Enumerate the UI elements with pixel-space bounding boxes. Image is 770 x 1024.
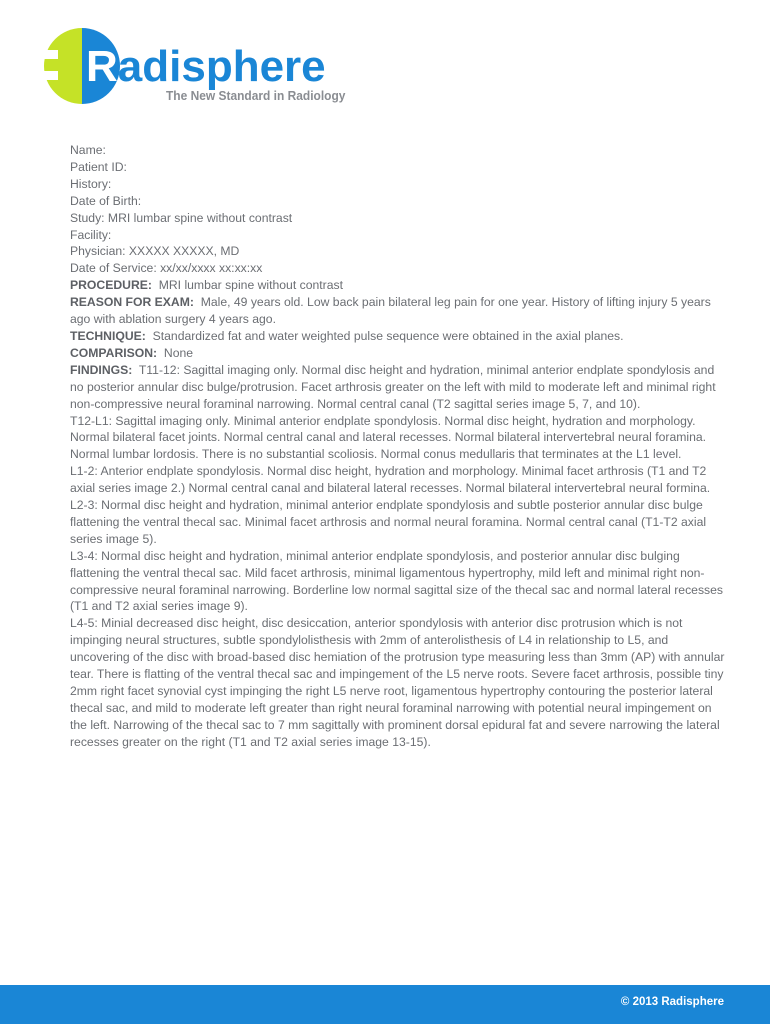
reason-label: REASON FOR EXAM: [70,295,194,310]
field-study: Study: MRI lumbar spine without contrast [70,210,293,225]
logo-word-rest: adisphere [117,42,326,91]
patient-header [70,142,726,277]
footer-bar [0,985,770,1024]
finding-l3-4: L3-4: Normal disc height and hydration, minimal anterior endplate spondylosis, and posterior annular disc bulging flattening the ventral thecal sac. Mild facet arthrosis, minimal ligamentous hypertrophy, mild left and minimal right non-compressive neural foraminal narrowing. Borderline low normal sagittal size of the thecal sac and normal lateral recesses (T1 and T2 axial series image 9). [70,548,724,614]
report-body [70,142,726,751]
comparison-text: None [163,345,194,360]
findings-section [70,362,726,413]
field-history: History: [70,176,112,191]
field-date-of-service: Date of Service: xx/xx/xxxx xx:xx:xx [70,261,263,276]
field-facility: Facility: [70,227,112,242]
logo-wordmark [86,42,326,92]
comparison-label: COMPARISON: [70,345,158,360]
finding-l2-3: L2-3: Normal disc height and hydration, minimal anterior endplate spondylosis and subtle posterior annular disc bulge flattening the ventral thecal sac. Minimal facet arthrosis and normal neural foramina. Normal central canal (T1-T2 axial series image 5). [70,498,707,546]
finding-t12-l1: T12-L1: Sagittal imaging only. Minimal anterior endplate spondylosis. Normal disc height, hydration and morphology. Normal bilateral facet joints. Normal central canal and lateral recesses. Normal bilateral intervertebral neural foramina. [70,413,707,445]
reason-section [70,294,726,328]
technique-label: TECHNIQUE: [70,328,146,343]
logo-tagline: The New Standard in Radiology [166,88,346,103]
field-name: Name: [70,143,106,157]
finding-l4-5: L4-5: Minial decreased disc height, disc desiccation, anterior spondylosis with anterior disc protrusion which is not impinging neural structures, subtle spondylolisthesis with 2mm of anterolisthesis of L4 in relationship to L5, and uncovering of the disc with broad-based disc hemiation of the protrusion type measuring less than 3mm (AP) with annular tear. There is flatting of the ventral thecal sac and impingement of the L5 nerve roots. Severe facet arthrosis, possible tiny 2mm right facet synovial cyst impinging the right L5 nerve root, ligamentous hypertrophy contouring the posterior lateral thecal sac, and mild to moderate left greater than right neural foraminal narrowing with potential neural impingement on the left. Narrowing of the thecal sac to 7 mm sagittally with prominent dorsal epidural fat and severe narrowing the lateral recesses greater on the right (T1 and T2 axial series image 13-15). [70,616,725,749]
finding-l1-2: L1-2: Anterior endplate spondylosis. Normal disc height, hydration and morphology. Minimal facet arthrosis (T1 and T2 axial series image 2.) Normal central canal and bilateral lateral recesses. Normal bilateral intervertebral neural formina. [70,464,711,496]
logo-initial: R [86,42,118,91]
field-physician: Physician: XXXXX XXXXX, MD [70,244,240,259]
field-patient-id: Patient ID: [70,159,127,174]
procedure-text: MRI lumbar spine without contrast [158,278,343,293]
finding-alignment: Normal lumbar lordosis. There is no substantial scoliosis. Normal conus medullaris that terminates at the L1 level. [70,447,682,462]
findings-label: FINDINGS: [70,362,133,377]
field-date-of-birth: Date of Birth: [70,193,142,208]
procedure-label: PROCEDURE: [70,278,152,293]
radisphere-logo [42,26,346,110]
procedure-section [70,277,726,294]
technique-section [70,328,726,345]
findings-text: T11-12: Sagittal imaging only. Normal disc height and hydration, minimal anterior endplate spondylosis and no posterior annular disc bulge/protrusion. Facet arthrosis greater on the left with mild to moderate left and minimal right non-compressive neural foraminal narrowing. Normal central canal (T2 sagittal series image 5, 7, and 10). [70,362,716,411]
copyright-text: © 2013 Radisphere [620,996,724,1008]
reason-text: Male, 49 years old. Low back pain bilateral leg pain for one year. History of lifting injury 5 years ago with ablation surgery 4 years ago. [70,295,711,327]
comparison-section [70,345,726,362]
technique-text: Standardized fat and water weighted pulse sequence were obtained in the axial planes. [152,328,624,343]
